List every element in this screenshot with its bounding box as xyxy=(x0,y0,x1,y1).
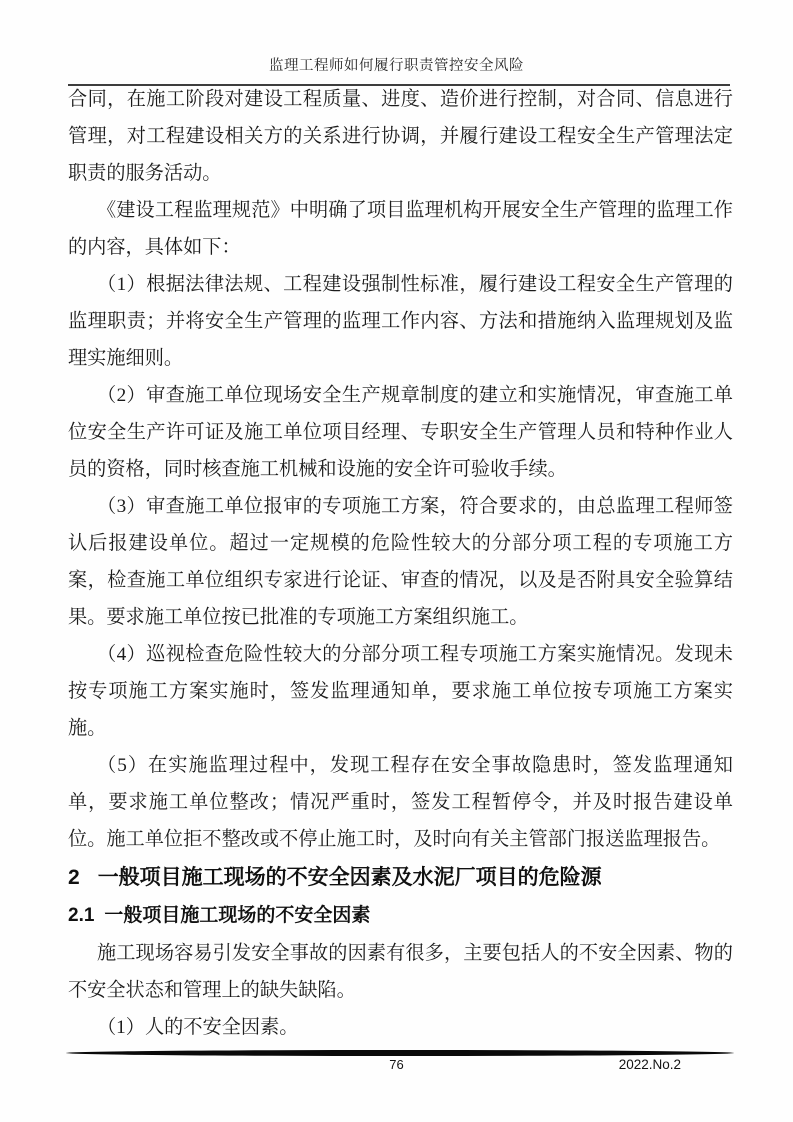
paragraph-item-4: （4）巡视检查危险性较大的分部分项工程专项施工方案实施情况。发现未按专项施工方案实施时，签发监理通知单，要求施工单位按专项施工方案实施。 xyxy=(68,644,733,739)
paragraph-human-factors: （1）人的不安全因素。 xyxy=(97,1017,299,1038)
issue-label: 2022.No.2 xyxy=(618,1057,681,1072)
section-number: 2 xyxy=(68,866,80,889)
page-number: 76 xyxy=(389,1057,404,1072)
running-title: 监理工程师如何履行职责管控安全风险 xyxy=(269,58,524,74)
section-heading-2 xyxy=(68,858,733,897)
paragraph-item-2: （2）审查施工单位现场安全生产规章制度的建立和实施情况，审查施工单位安全生产许可证及施工单位项目经理、专职安全生产管理人员和特种作业人员的资格，同时核查施工机械和设施的安全许可验收手续。 xyxy=(68,385,733,480)
paragraph-unsafe-factors-intro: 施工现场容易引发安全事故的因素有很多，主要包括人的不安全因素、物的不安全状态和管理上的缺失缺陷。 xyxy=(68,943,733,1001)
subsection-heading-2-1 xyxy=(68,897,733,935)
paragraph-item-3: （3）审查施工单位报审的专项施工方案，符合要求的，由总监理工程师签认后报建设单位。超过一定规模的危险性较大的分部分项工程的专项施工方案，检查施工单位组织专家进行论证、审查的情况，以及是否附具安全验算结果。要求施工单位按已批准的专项施工方案组织施工。 xyxy=(68,496,733,628)
paragraph-item-1: （1）根据法律法规、工程建设强制性标准，履行建设工程安全生产管理的监理职责；并将安全生产管理的监理工作内容、方法和措施纳入监理规划及监理实施细则。 xyxy=(68,274,733,369)
paragraph-contract-continuation: 合同，在施工阶段对建设工程质量、进度、造价进行控制，对合同、信息进行管理，对工程建设相关方的关系进行协调，并履行建设工程安全生产管理法定职责的服务活动。 xyxy=(68,89,733,184)
subsection-number: 2.1 xyxy=(68,905,95,926)
footer-divider xyxy=(66,1050,734,1056)
paragraph-item-5: （5）在实施监理过程中，发现工程存在安全事故隐患时，签发监理通知单，要求施工单位整改；情况严重时，签发工程暂停令，并及时报告建设单位。施工单位拒不整改或不停止施工时，及时向有关主管部门报送监理报告。 xyxy=(68,755,733,850)
section-title: 一般项目施工现场的不安全因素及水泥厂项目的危险源 xyxy=(97,866,602,889)
paragraph-regulation-intro: 《建设工程监理规范》中明确了项目监理机构开展安全生产管理的监理工作的内容，具体如下： xyxy=(68,200,733,258)
subsection-title: 一般项目施工现场的不安全因素 xyxy=(104,905,371,926)
page-content xyxy=(68,81,733,1046)
